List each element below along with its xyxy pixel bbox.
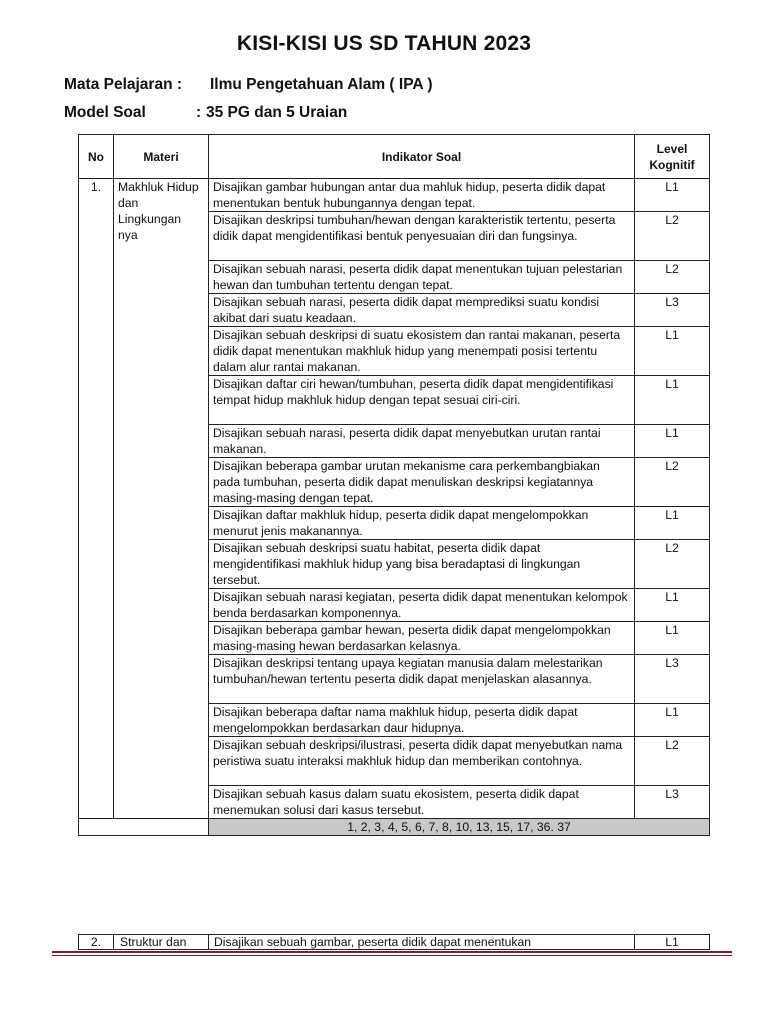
section1-materi: Makhluk Hidup dan Lingkungan nya <box>114 179 209 819</box>
summary-spacer <box>114 819 209 836</box>
table-body <box>79 179 710 836</box>
indikator-cell: Disajikan daftar makhluk hidup, peserta didik dapat mengelompokkan menurut jenis makanannya. <box>209 507 635 540</box>
table-header-row <box>79 135 710 179</box>
section2-materi: Struktur dan <box>114 935 209 950</box>
kisi-kisi-table <box>78 134 710 836</box>
indikator-cell: Disajikan deskripsi tumbuhan/hewan dengan karakteristik tertentu, peserta didik dapat mengidentifikasi bentuk penyesuaian diri dan fungsinya. <box>209 212 635 261</box>
indikator-cell: Disajikan beberapa gambar hewan, peserta didik dapat mengelompokkan masing-masing hewan berdasarkan kelasnya. <box>209 622 635 655</box>
indikator-cell: Disajikan sebuah narasi, peserta didik dapat memprediksi suatu kondisi akibat dari suatu keadaan. <box>209 294 635 327</box>
footer-divider <box>52 951 732 953</box>
indikator-cell: Disajikan sebuah deskripsi di suatu ekosistem dan rantai makanan, peserta didik dapat menentukan makhluk hidup yang menempati posisi tertentu dalam alur rantai makanan. <box>209 327 635 376</box>
level-cell: L1 <box>635 507 710 540</box>
header-no: No <box>79 135 114 179</box>
table-row <box>79 179 710 212</box>
indikator-cell: Disajikan daftar ciri hewan/tumbuhan, peserta didik dapat mengidentifikasi tempat hidup makhluk hidup dengan tepat sesuai ciri-ciri. <box>209 376 635 425</box>
level-cell: L2 <box>635 212 710 261</box>
level-cell: L2 <box>635 737 710 786</box>
document-title: KISI-KISI US SD TAHUN 2023 <box>236 32 532 55</box>
meta-subject-value: Ilmu Pengetahuan Alam ( IPA ) <box>210 76 433 93</box>
indikator-cell: Disajikan deskripsi tentang upaya kegiatan manusia dalam melestarikan tumbuhan/hewan tertentu peserta didik dapat menjelaskan alasannya. <box>209 655 635 704</box>
meta-model <box>64 104 347 122</box>
level-cell: L1 <box>635 376 710 425</box>
question-numbers: 1, 2, 3, 4, 5, 6, 7, 8, 10, 13, 15, 17, 36. 37 <box>209 819 710 836</box>
level-cell: L1 <box>635 704 710 737</box>
level-cell: L1 <box>635 425 710 458</box>
indikator-cell: Disajikan sebuah deskripsi suatu habitat, peserta didik dapat mengidentifikasi makhluk hidup yang bisa beradaptasi di lingkungan tersebut. <box>209 540 635 589</box>
header-materi: Materi <box>114 135 209 179</box>
section2-level: L1 <box>635 935 710 950</box>
section2-table <box>78 934 710 950</box>
indikator-cell: Disajikan sebuah narasi, peserta didik dapat menentukan tujuan pelestarian hewan dan tumbuhan tertentu dengan tepat. <box>209 261 635 294</box>
summary-spacer <box>79 819 114 836</box>
indikator-cell: Disajikan sebuah kasus dalam suatu ekosistem, peserta didik dapat menemukan solusi dari kasus tersebut. <box>209 786 635 819</box>
meta-subject <box>64 76 432 94</box>
section2-no: 2. <box>79 935 114 950</box>
level-cell: L3 <box>635 294 710 327</box>
indikator-cell: Disajikan sebuah narasi, peserta didik dapat menyebutkan urutan rantai makanan. <box>209 425 635 458</box>
indikator-cell: Disajikan gambar hubungan antar dua mahluk hidup, peserta didik dapat menentukan bentuk hubungannya dengan tepat. <box>209 179 635 212</box>
level-cell: L3 <box>635 786 710 819</box>
indikator-cell: Disajikan sebuah deskripsi/ilustrasi, peserta didik dapat menyebutkan nama peristiwa suatu interaksi makhluk hidup dan memberikan contohnya. <box>209 737 635 786</box>
level-cell: L1 <box>635 589 710 622</box>
summary-row <box>79 819 710 836</box>
level-cell: L2 <box>635 458 710 507</box>
table-row <box>79 935 710 950</box>
meta-model-value: 35 PG dan 5 Uraian <box>206 104 348 121</box>
level-cell: L2 <box>635 261 710 294</box>
section2-indikator: Disajikan sebuah gambar, peserta didik dapat menentukan <box>209 935 635 950</box>
indikator-cell: Disajikan sebuah narasi kegiatan, peserta didik dapat menentukan kelompok benda berdasarkan komponennya. <box>209 589 635 622</box>
meta-model-sep: : <box>196 104 202 121</box>
indikator-cell: Disajikan beberapa daftar nama makhluk hidup, peserta didik dapat mengelompokkan berdasarkan daur hidupnya. <box>209 704 635 737</box>
section1-no: 1. <box>79 179 114 819</box>
level-cell: L1 <box>635 179 710 212</box>
header-level: Level Kognitif <box>635 135 710 179</box>
header-indikator: Indikator Soal <box>209 135 635 179</box>
level-cell: L1 <box>635 622 710 655</box>
meta-subject-label: Mata Pelajaran : <box>64 76 183 93</box>
meta-model-label: Model Soal <box>64 104 146 121</box>
level-cell: L1 <box>635 327 710 376</box>
footer-divider-thin <box>52 955 732 956</box>
level-cell: L3 <box>635 655 710 704</box>
level-cell: L2 <box>635 540 710 589</box>
indikator-cell: Disajikan beberapa gambar urutan mekanisme cara perkembangbiakan pada tumbuhan, peserta didik dapat menuliskan deskripsi kegiatannya masing-masing dengan tepat. <box>209 458 635 507</box>
